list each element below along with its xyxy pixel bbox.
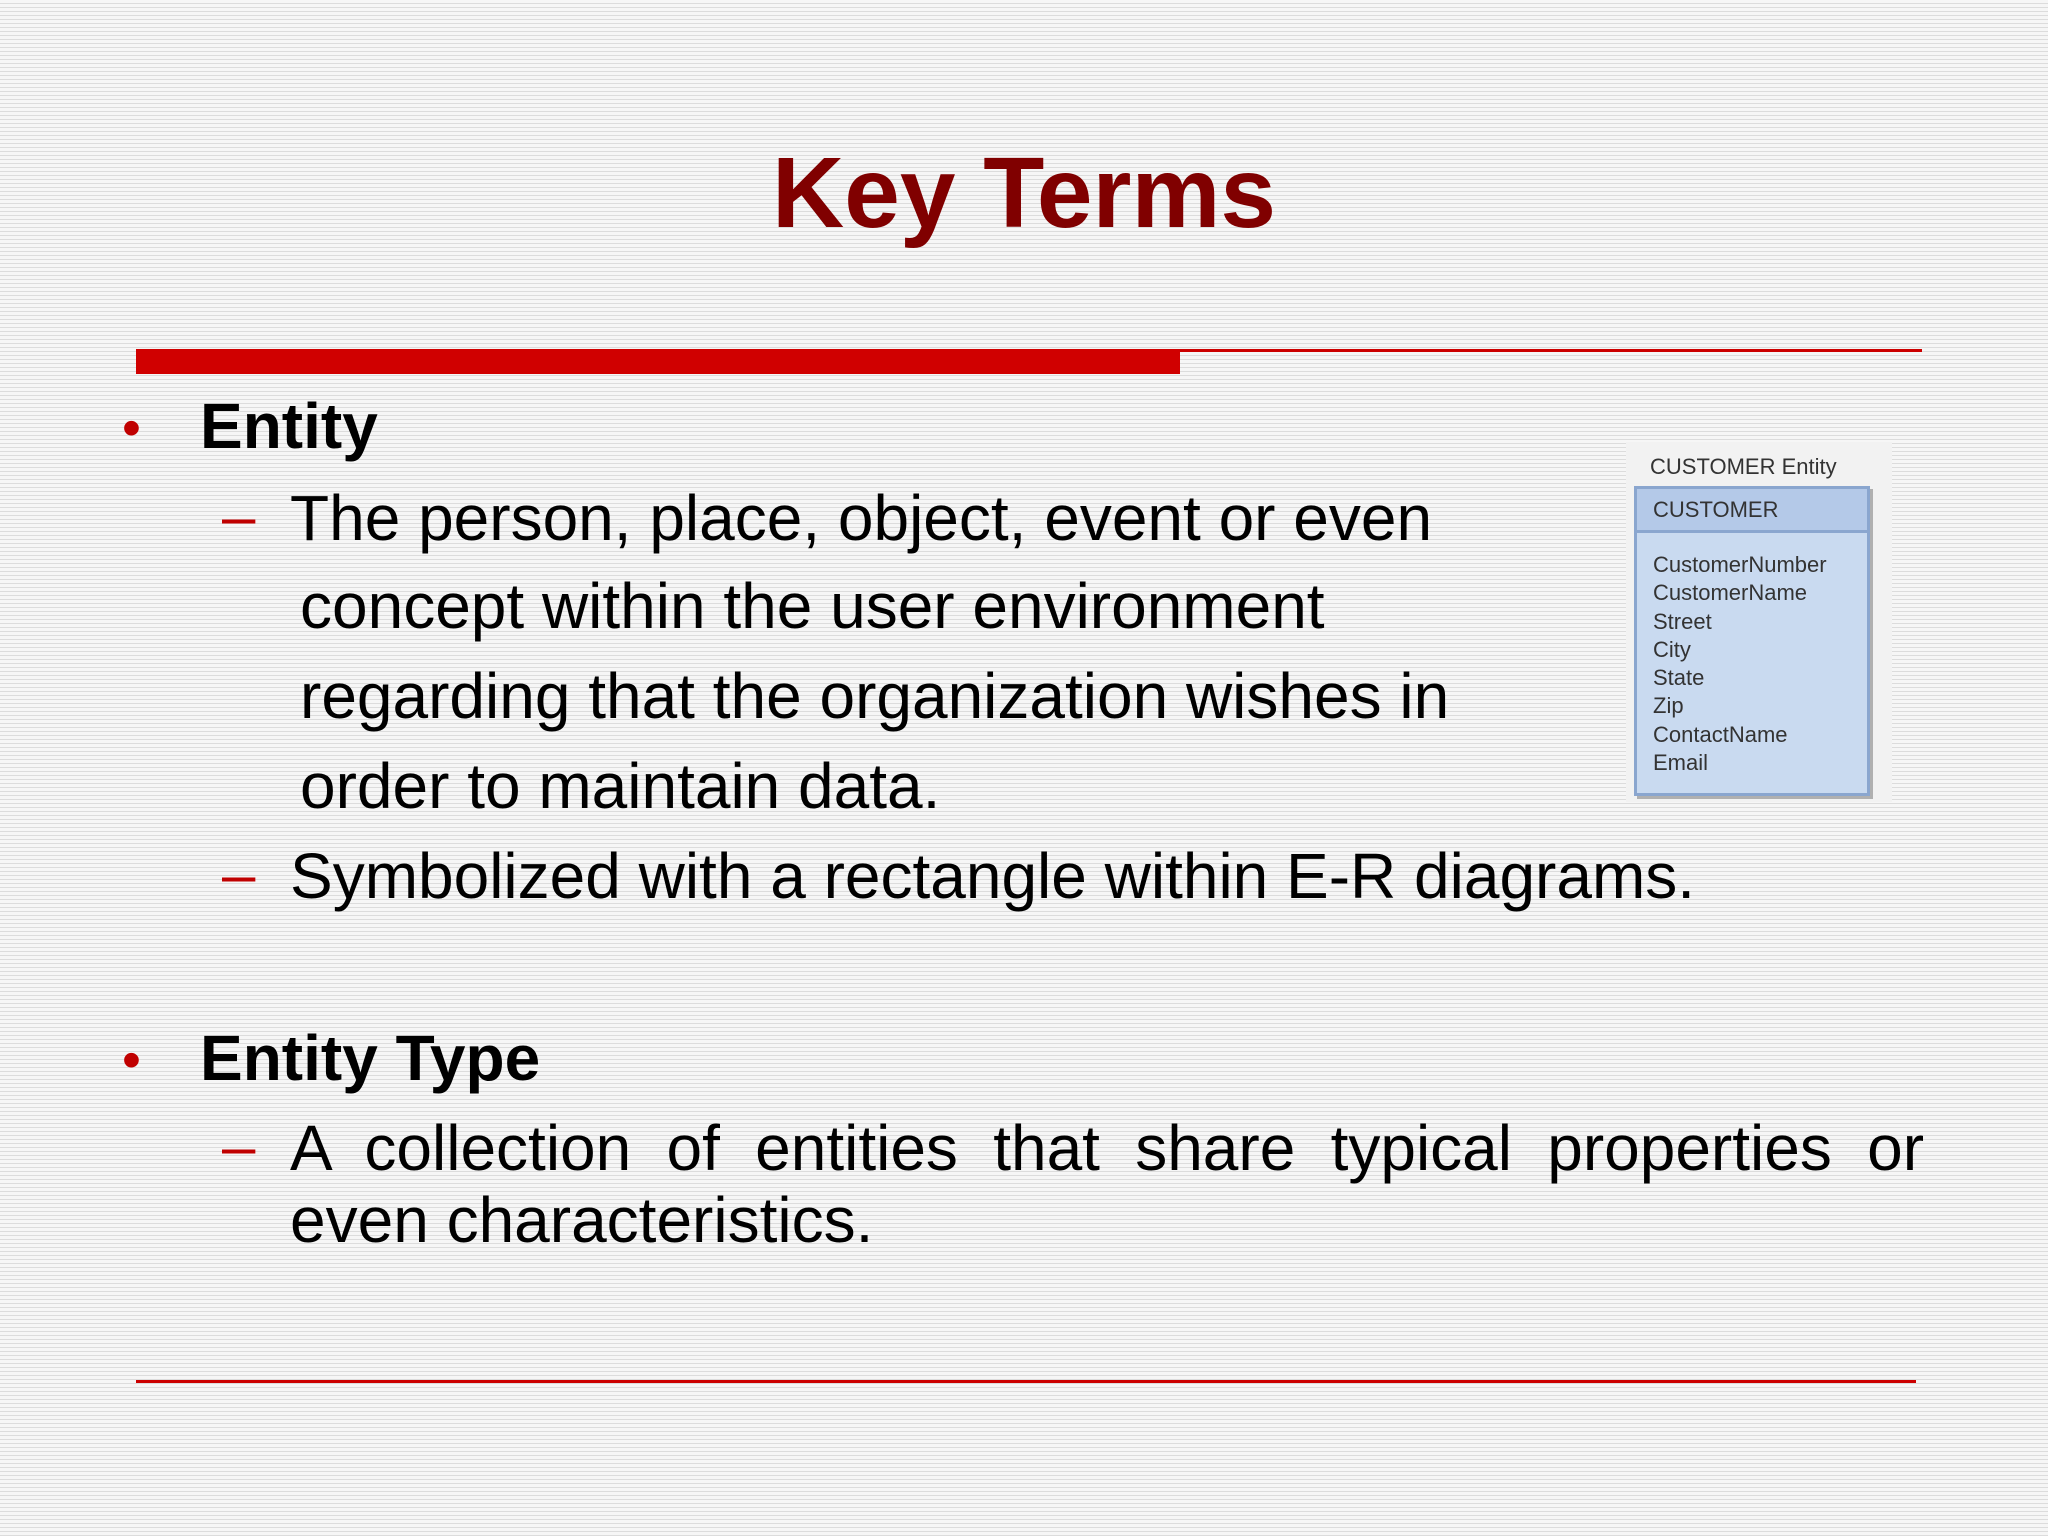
- footer-rule: [136, 1380, 1916, 1383]
- definition-line: regarding that the organization wishes in: [300, 660, 1450, 732]
- definition-line: A collection of entities that share typical properties or: [290, 1112, 1924, 1184]
- diagram-caption: CUSTOMER Entity: [1650, 454, 1837, 479]
- definition-line: concept within the user environment: [300, 570, 1325, 642]
- entity-name: CUSTOMER: [1653, 497, 1779, 522]
- entity-header: [1637, 489, 1867, 533]
- attribute-item: Street: [1653, 608, 1712, 634]
- slide-title: Key Terms: [772, 137, 1276, 249]
- dash-icon: –: [222, 1113, 256, 1180]
- dash-icon: –: [222, 483, 256, 550]
- attribute-list: [1653, 551, 1827, 777]
- attribute-item: State: [1653, 665, 1705, 691]
- definition-line: even characteristics.: [290, 1184, 874, 1256]
- title-underline-thin: [1180, 349, 1922, 352]
- attribute-item: CustomerNumber: [1653, 552, 1827, 577]
- attribute-item: Email: [1653, 750, 1709, 776]
- attribute-item: ContactName: [1653, 721, 1788, 747]
- entity-rectangle: [1634, 486, 1870, 796]
- bullet-icon: •: [122, 1030, 141, 1090]
- bullet-icon: •: [122, 398, 141, 458]
- attribute-item: Zip: [1653, 693, 1684, 719]
- definition-line: order to maintain data.: [300, 750, 941, 822]
- title-underline-thick: [136, 349, 1180, 374]
- definition-line: The person, place, object, event or even: [290, 482, 1433, 554]
- term-heading-entity-type: Entity Type: [200, 1022, 541, 1094]
- definition-line: Symbolized with a rectangle within E-R diagrams.: [290, 840, 1696, 912]
- term-heading-entity: Entity: [200, 390, 378, 462]
- dash-icon: –: [222, 841, 256, 908]
- attribute-item: CustomerName: [1653, 580, 1808, 606]
- attribute-item: City: [1653, 636, 1691, 662]
- customer-entity-diagram: [1626, 442, 1892, 802]
